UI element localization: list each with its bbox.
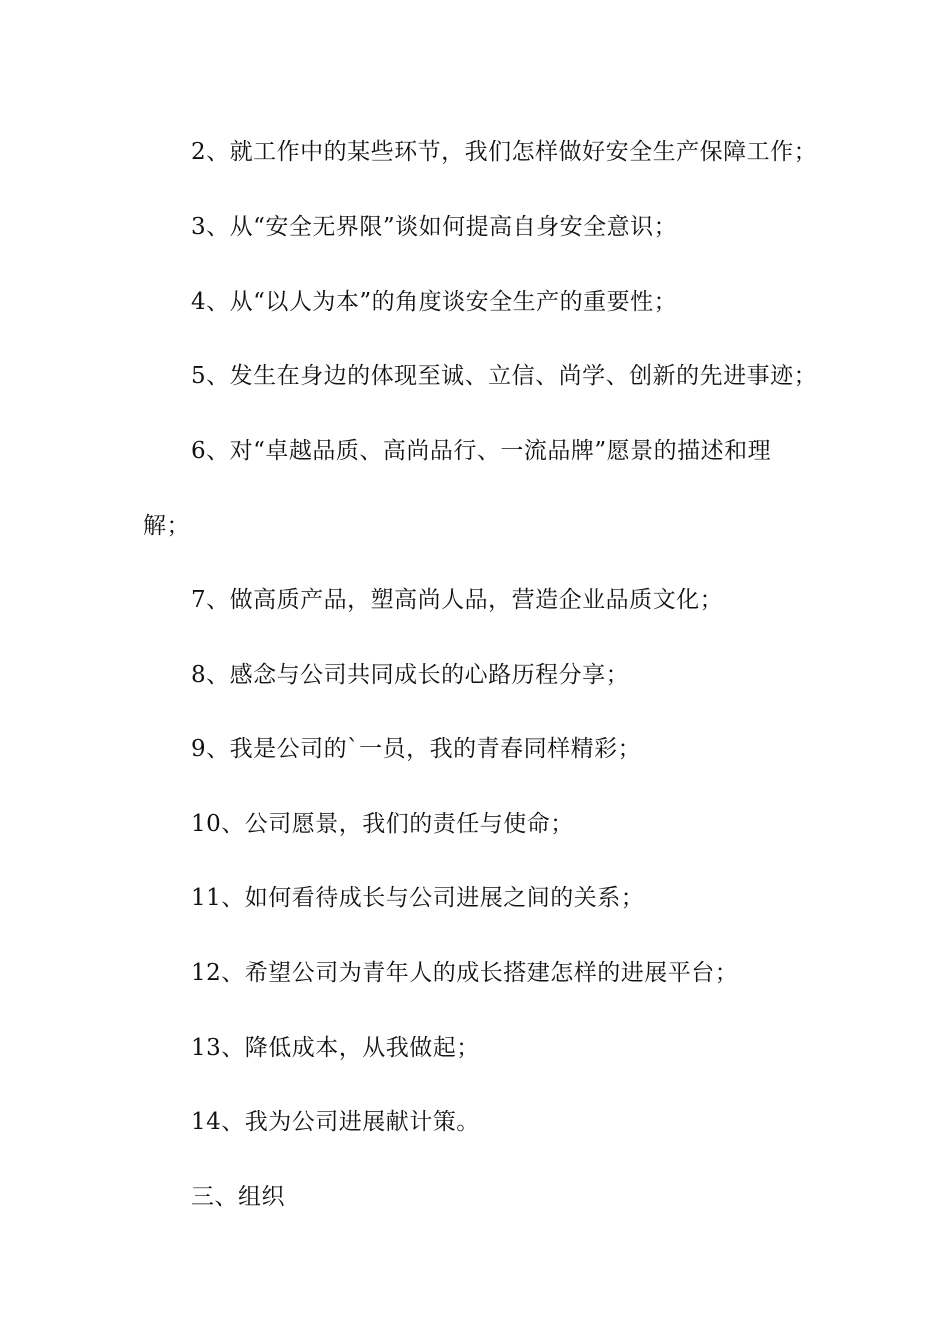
list-item-14: 14、我为公司进展献计策。 [191,1109,480,1135]
list-item-11: 11、如何看待成长与公司进展之间的关系； [191,885,645,911]
section-heading-organization: 三、组织 [191,1184,285,1210]
list-item-2: 2、就工作中的某些环节，我们怎样做好安全生产保障工作； [191,139,818,165]
list-item-10: 10、公司愿景，我们的责任与使命； [191,811,574,837]
list-item-13: 13、降低成本，从我做起； [191,1035,480,1061]
list-item-4: 4、从“以人为本”的角度谈安全生产的重要性； [191,289,678,315]
list-item-3: 3、从“安全无界限”谈如何提高自身安全意识； [191,214,678,240]
list-item-6: 6、对“卓越品质、高尚品行、一流品牌”愿景的描述和理 [191,438,772,464]
list-item-6-continuation: 解； [143,513,190,539]
list-item-7: 7、做高质产品，塑高尚人品，营造企业品质文化； [191,587,724,613]
list-item-5: 5、发生在身边的体现至诚、立信、尚学、创新的先进事迹； [191,363,818,389]
list-item-12: 12、希望公司为青年人的成长搭建怎样的进展平台； [191,960,739,986]
list-item-8: 8、感念与公司共同成长的心路历程分享； [191,662,630,688]
list-item-9: 9、我是公司的`一员，我的青春同样精彩； [191,736,642,762]
